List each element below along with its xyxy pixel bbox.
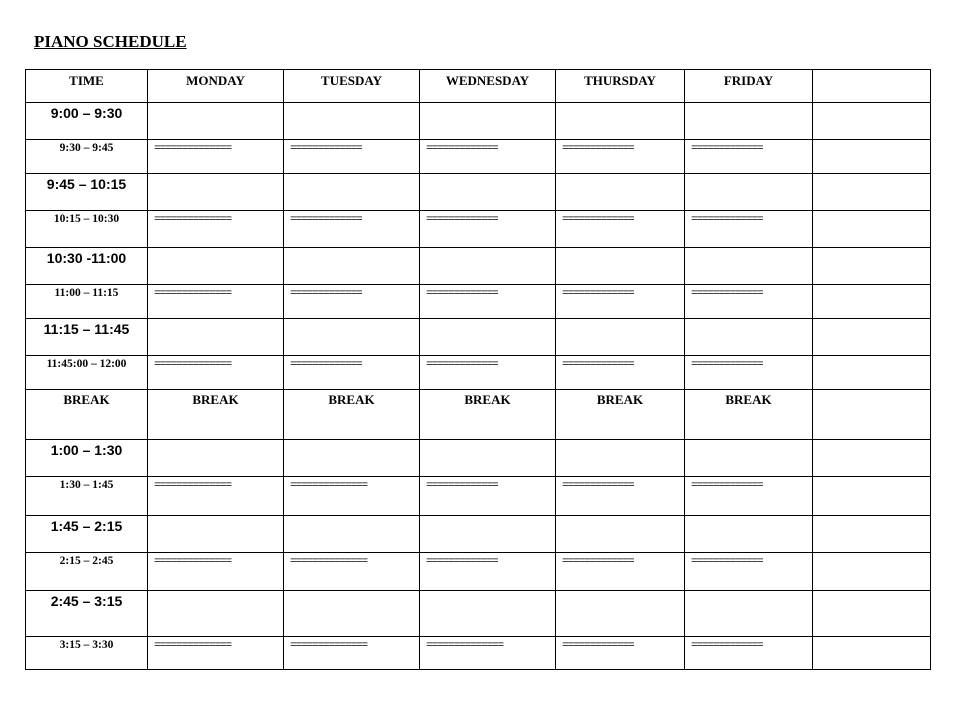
gap-fill-text: =============: [691, 288, 763, 300]
gap-row: [26, 140, 931, 174]
time-cell: [26, 637, 148, 670]
header-extra: [813, 70, 931, 103]
lesson-cell: [148, 103, 284, 140]
gap-fill-text: =============: [562, 480, 634, 492]
time-label: 1:30 – 1:45: [59, 479, 114, 491]
header-thursday: [556, 70, 685, 103]
lesson-cell: [148, 591, 284, 637]
lesson-cell: [685, 103, 813, 140]
header-friday: [685, 70, 813, 103]
gap-fill-text: ==============: [426, 640, 504, 652]
gap-fill-cell: [685, 356, 813, 390]
gap-fill-cell: [284, 285, 420, 319]
lesson-row: [26, 174, 931, 211]
time-label: 9:00 – 9:30: [50, 105, 123, 121]
break-cell: [148, 390, 284, 440]
gap-fill-text: =============: [691, 556, 763, 568]
break-label: BREAK: [63, 392, 110, 407]
gap-fill-cell: [148, 477, 284, 516]
lesson-cell: [420, 319, 556, 356]
page-title: PIANO SCHEDULE: [34, 32, 187, 51]
time-label: 3:15 – 3:30: [59, 639, 114, 651]
gap-fill-cell: [148, 553, 284, 591]
lesson-cell: [284, 516, 420, 553]
empty-cell: [813, 140, 931, 174]
lesson-cell: [685, 591, 813, 637]
header-thursday-label: THURSDAY: [584, 73, 656, 88]
break-cell: [26, 390, 148, 440]
gap-fill-cell: [556, 477, 685, 516]
gap-fill-cell: [685, 477, 813, 516]
break-label: BREAK: [464, 392, 511, 407]
gap-fill-cell: [420, 211, 556, 248]
lesson-row: [26, 440, 931, 477]
gap-fill-cell: [556, 211, 685, 248]
gap-fill-text: ==============: [154, 214, 232, 226]
lesson-cell: [685, 440, 813, 477]
gap-fill-text: =============: [691, 640, 763, 652]
break-cell: [685, 390, 813, 440]
time-label: 2:45 – 3:15: [50, 593, 123, 609]
break-label: BREAK: [725, 392, 772, 407]
break-cell: [284, 390, 420, 440]
empty-cell: [813, 591, 931, 637]
gap-fill-text: =============: [691, 143, 763, 155]
gap-fill-cell: [284, 211, 420, 248]
gap-fill-text: ==============: [290, 480, 368, 492]
lesson-cell: [284, 174, 420, 211]
gap-fill-cell: [556, 637, 685, 670]
time-label: 9:30 – 9:45: [59, 142, 114, 154]
gap-fill-text: =============: [290, 214, 362, 226]
lesson-cell: [685, 174, 813, 211]
time-label: 1:00 – 1:30: [50, 442, 123, 458]
lesson-cell: [420, 591, 556, 637]
time-label: 1:45 – 2:15: [50, 518, 123, 534]
header-time: [26, 70, 148, 103]
time-cell: [26, 516, 148, 553]
gap-fill-cell: [556, 285, 685, 319]
time-cell: [26, 140, 148, 174]
lesson-cell: [556, 516, 685, 553]
lesson-cell: [420, 174, 556, 211]
time-cell: [26, 356, 148, 390]
empty-cell: [813, 103, 931, 140]
gap-fill-cell: [685, 140, 813, 174]
schedule-body: [26, 103, 931, 670]
break-label: BREAK: [596, 392, 644, 407]
time-cell: [26, 103, 148, 140]
lesson-cell: [148, 516, 284, 553]
lesson-cell: [556, 174, 685, 211]
lesson-cell: [148, 174, 284, 211]
gap-fill-text: =============: [562, 359, 634, 371]
lesson-cell: [284, 319, 420, 356]
time-cell: [26, 248, 148, 285]
lesson-cell: [556, 319, 685, 356]
time-cell: [26, 477, 148, 516]
gap-fill-text: =============: [290, 288, 362, 300]
gap-fill-text: ==============: [290, 556, 368, 568]
gap-fill-text: =============: [290, 143, 362, 155]
gap-fill-text: =============: [691, 480, 763, 492]
lesson-cell: [685, 319, 813, 356]
empty-cell: [813, 477, 931, 516]
gap-fill-text: =============: [562, 288, 634, 300]
empty-cell: [813, 553, 931, 591]
gap-fill-text: =============: [426, 288, 498, 300]
break-cell: [556, 390, 685, 440]
gap-fill-text: ==============: [154, 640, 232, 652]
lesson-cell: [420, 103, 556, 140]
gap-fill-text: =============: [426, 214, 498, 226]
lesson-cell: [148, 440, 284, 477]
header-wednesday: [420, 70, 556, 103]
empty-cell: [813, 285, 931, 319]
empty-cell: [813, 248, 931, 285]
gap-fill-cell: [420, 553, 556, 591]
gap-fill-cell: [284, 356, 420, 390]
header-monday: [148, 70, 284, 103]
time-cell: [26, 285, 148, 319]
gap-fill-cell: [284, 140, 420, 174]
gap-fill-text: =============: [426, 143, 498, 155]
gap-fill-cell: [148, 211, 284, 248]
gap-fill-text: =============: [691, 359, 763, 371]
gap-row: [26, 211, 931, 248]
break-label: BREAK: [192, 392, 239, 407]
gap-fill-cell: [685, 637, 813, 670]
lesson-cell: [556, 248, 685, 285]
gap-fill-cell: [148, 637, 284, 670]
gap-fill-text: ==============: [290, 640, 368, 652]
lesson-row: [26, 319, 931, 356]
lesson-cell: [284, 591, 420, 637]
gap-fill-text: ==============: [154, 480, 232, 492]
time-label: 2:15 – 2:45: [59, 555, 114, 567]
gap-fill-cell: [556, 140, 685, 174]
schedule-table: [25, 69, 931, 670]
break-cell: [420, 390, 556, 440]
time-cell: [26, 591, 148, 637]
empty-cell: [813, 319, 931, 356]
gap-row: [26, 637, 931, 670]
gap-fill-cell: [284, 637, 420, 670]
lesson-cell: [284, 248, 420, 285]
lesson-cell: [420, 248, 556, 285]
time-cell: [26, 211, 148, 248]
gap-fill-cell: [685, 553, 813, 591]
time-label: 10:15 – 10:30: [53, 213, 120, 225]
gap-fill-cell: [420, 356, 556, 390]
header-wednesday-label: WEDNESDAY: [445, 73, 530, 88]
empty-cell: [813, 174, 931, 211]
gap-fill-cell: [420, 637, 556, 670]
gap-fill-cell: [284, 477, 420, 516]
gap-fill-text: ==============: [154, 288, 232, 300]
lesson-cell: [685, 516, 813, 553]
time-cell: [26, 174, 148, 211]
header-time-label: TIME: [69, 73, 104, 88]
break-row: [26, 390, 931, 440]
gap-fill-cell: [284, 553, 420, 591]
gap-fill-text: =============: [426, 556, 498, 568]
header-row: [26, 70, 931, 103]
lesson-cell: [148, 319, 284, 356]
break-label: BREAK: [328, 392, 375, 407]
gap-fill-cell: [420, 140, 556, 174]
header-tuesday-label: TUESDAY: [321, 73, 382, 88]
lesson-cell: [556, 103, 685, 140]
time-label: 11:15 – 11:45: [43, 321, 130, 337]
gap-row: [26, 477, 931, 516]
empty-cell: [813, 637, 931, 670]
gap-fill-text: =============: [691, 214, 763, 226]
lesson-cell: [284, 440, 420, 477]
gap-fill-text: =============: [562, 214, 634, 226]
gap-fill-text: ==============: [154, 359, 232, 371]
time-cell: [26, 553, 148, 591]
gap-fill-cell: [148, 140, 284, 174]
lesson-cell: [420, 516, 556, 553]
time-label: 11:00 – 11:15: [54, 287, 119, 299]
lesson-cell: [420, 440, 556, 477]
empty-cell: [813, 356, 931, 390]
header-monday-label: MONDAY: [186, 73, 245, 88]
gap-fill-text: =============: [562, 640, 634, 652]
lesson-row: [26, 103, 931, 140]
gap-fill-cell: [556, 553, 685, 591]
gap-fill-text: =============: [426, 480, 498, 492]
empty-cell: [813, 211, 931, 248]
header-tuesday: [284, 70, 420, 103]
gap-fill-text: =============: [562, 143, 634, 155]
lesson-cell: [556, 591, 685, 637]
time-label: 10:30 -11:00: [46, 250, 127, 266]
gap-fill-text: ==============: [154, 556, 232, 568]
gap-fill-text: =============: [562, 556, 634, 568]
lesson-cell: [284, 103, 420, 140]
gap-fill-cell: [685, 211, 813, 248]
gap-fill-cell: [556, 356, 685, 390]
gap-row: [26, 285, 931, 319]
lesson-row: [26, 591, 931, 637]
time-cell: [26, 319, 148, 356]
gap-fill-cell: [420, 285, 556, 319]
gap-fill-cell: [148, 285, 284, 319]
gap-fill-text: =============: [290, 359, 362, 371]
gap-fill-cell: [685, 285, 813, 319]
lesson-row: [26, 516, 931, 553]
lesson-cell: [556, 440, 685, 477]
gap-fill-cell: [148, 356, 284, 390]
gap-fill-text: =============: [426, 359, 498, 371]
empty-cell: [813, 516, 931, 553]
empty-cell: [813, 440, 931, 477]
time-label: 9:45 – 10:15: [46, 176, 127, 192]
lesson-cell: [685, 248, 813, 285]
lesson-cell: [148, 248, 284, 285]
gap-fill-text: ==============: [154, 143, 232, 155]
empty-cell: [813, 390, 931, 440]
gap-row: [26, 553, 931, 591]
time-label: 11:45:00 – 12:00: [46, 358, 127, 370]
lesson-row: [26, 248, 931, 285]
gap-fill-cell: [420, 477, 556, 516]
header-friday-label: FRIDAY: [723, 73, 774, 88]
gap-row: [26, 356, 931, 390]
time-cell: [26, 440, 148, 477]
